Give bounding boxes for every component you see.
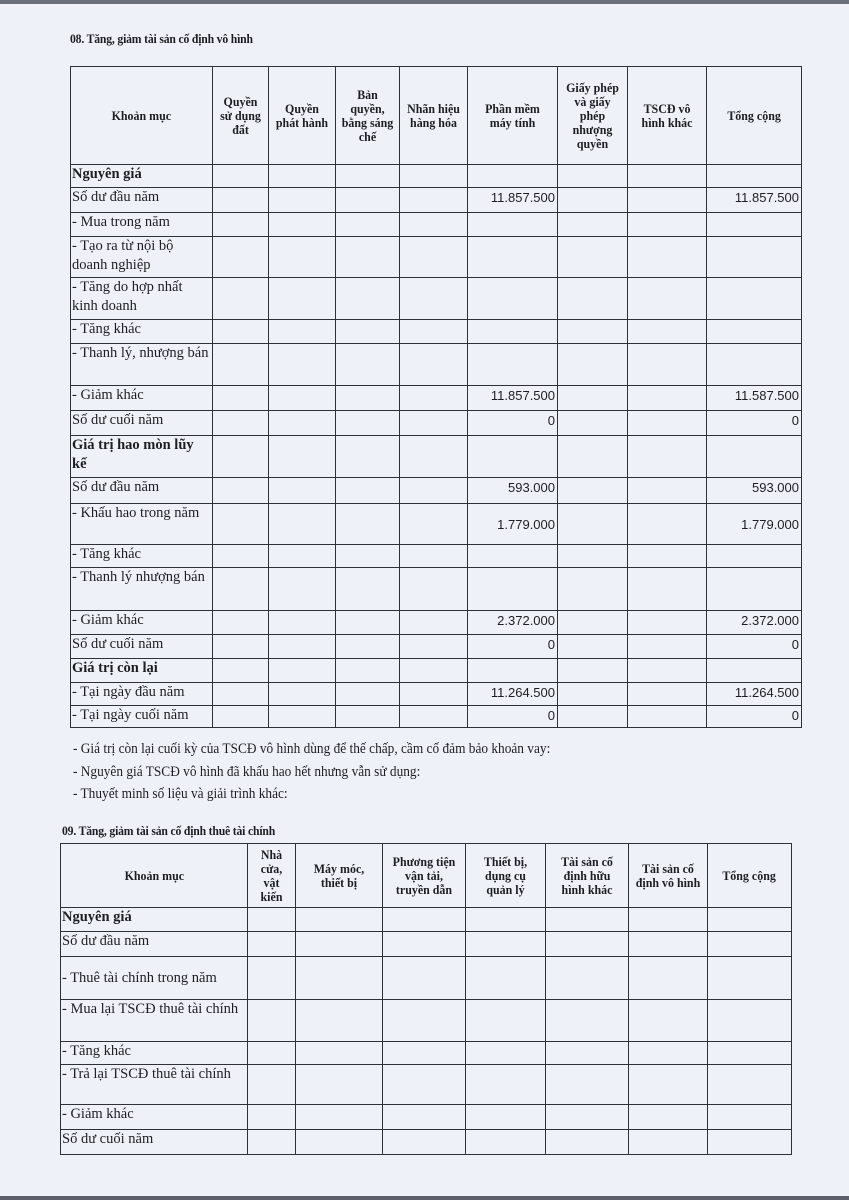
- row-label: - Khấu hao trong năm: [71, 504, 213, 545]
- empty-cell: [400, 386, 468, 411]
- empty-cell: [628, 635, 707, 659]
- cell-total: 0: [707, 411, 802, 436]
- empty-cell: [336, 635, 400, 659]
- empty-cell: [248, 1042, 296, 1065]
- cell-software: [468, 237, 558, 278]
- empty-cell: [296, 1000, 383, 1042]
- empty-cell: [546, 1065, 629, 1105]
- empty-cell: [213, 611, 269, 635]
- empty-cell: [400, 237, 468, 278]
- header-nhan-hieu: Nhãn hiệu hàng hóa: [400, 67, 468, 165]
- row-label: Số dư đầu năm: [71, 188, 213, 213]
- empty-cell: [248, 1105, 296, 1130]
- header-thiet-bi: Thiết bị, dụng cụ quản lý: [466, 844, 546, 908]
- empty-cell: [546, 957, 629, 1000]
- empty-cell: [628, 411, 707, 436]
- empty-cell: [336, 344, 400, 386]
- empty-cell: [248, 957, 296, 1000]
- cell-total: 593.000: [707, 478, 802, 504]
- empty-cell: [708, 1000, 792, 1042]
- empty-cell: [336, 659, 400, 683]
- empty-cell: [628, 504, 707, 545]
- cell-total: 0: [707, 635, 802, 659]
- table-row: [71, 165, 802, 188]
- table-row: [71, 278, 802, 320]
- empty-cell: [466, 1130, 546, 1155]
- empty-cell: [269, 568, 336, 611]
- empty-cell: [336, 478, 400, 504]
- empty-cell: [628, 165, 707, 188]
- empty-cell: [213, 237, 269, 278]
- empty-cell: [558, 706, 628, 728]
- empty-cell: [269, 436, 336, 478]
- row-label: Số dư đầu năm: [71, 478, 213, 504]
- empty-cell: [213, 706, 269, 728]
- empty-cell: [248, 1130, 296, 1155]
- empty-cell: [628, 545, 707, 568]
- empty-cell: [708, 957, 792, 1000]
- empty-cell: [558, 478, 628, 504]
- row-label: - Thuê tài chính trong năm: [61, 957, 248, 1000]
- empty-cell: [400, 320, 468, 344]
- empty-cell: [383, 1130, 466, 1155]
- empty-cell: [213, 386, 269, 411]
- empty-cell: [628, 478, 707, 504]
- row-label: Nguyên giá: [61, 908, 248, 932]
- header-tong-cong: Tổng cộng: [708, 844, 792, 908]
- table-row: [61, 908, 792, 932]
- cell-total: [707, 568, 802, 611]
- cell-total: [707, 213, 802, 237]
- row-label: Số dư cuối năm: [61, 1130, 248, 1155]
- empty-cell: [400, 635, 468, 659]
- empty-cell: [558, 611, 628, 635]
- empty-cell: [558, 320, 628, 344]
- cell-software: 593.000: [468, 478, 558, 504]
- empty-cell: [558, 635, 628, 659]
- table-row: [71, 436, 802, 478]
- empty-cell: [336, 386, 400, 411]
- cell-software: [468, 213, 558, 237]
- empty-cell: [400, 659, 468, 683]
- cell-software: [468, 545, 558, 568]
- row-label: - Trả lại TSCĐ thuê tài chính: [61, 1065, 248, 1105]
- empty-cell: [546, 1000, 629, 1042]
- empty-cell: [400, 504, 468, 545]
- empty-cell: [248, 1000, 296, 1042]
- empty-cell: [628, 320, 707, 344]
- empty-cell: [558, 213, 628, 237]
- empty-cell: [248, 932, 296, 957]
- empty-cell: [546, 1130, 629, 1155]
- cell-software: 11.857.500: [468, 386, 558, 411]
- empty-cell: [629, 1105, 708, 1130]
- cell-software: [468, 659, 558, 683]
- empty-cell: [336, 611, 400, 635]
- row-label: - Thanh lý, nhượng bán: [71, 344, 213, 386]
- empty-cell: [336, 188, 400, 213]
- empty-cell: [629, 1000, 708, 1042]
- empty-cell: [546, 932, 629, 957]
- empty-cell: [628, 683, 707, 706]
- empty-cell: [400, 436, 468, 478]
- empty-cell: [213, 436, 269, 478]
- empty-cell: [336, 706, 400, 728]
- empty-cell: [558, 659, 628, 683]
- empty-cell: [269, 165, 336, 188]
- empty-cell: [400, 706, 468, 728]
- empty-cell: [383, 932, 466, 957]
- header-tscd-khac: TSCĐ vô hình khác: [628, 67, 707, 165]
- empty-cell: [708, 1065, 792, 1105]
- empty-cell: [400, 568, 468, 611]
- empty-cell: [213, 568, 269, 611]
- empty-cell: [269, 635, 336, 659]
- empty-cell: [628, 386, 707, 411]
- empty-cell: [296, 1042, 383, 1065]
- row-label: Số dư cuối năm: [71, 411, 213, 436]
- empty-cell: [558, 386, 628, 411]
- cell-software: [468, 344, 558, 386]
- table-row: [61, 1105, 792, 1130]
- table-row: [71, 478, 802, 504]
- row-label: Số dư cuối năm: [71, 635, 213, 659]
- header-may-moc: Máy móc, thiết bị: [296, 844, 383, 908]
- empty-cell: [213, 213, 269, 237]
- empty-cell: [466, 1000, 546, 1042]
- empty-cell: [708, 1042, 792, 1065]
- empty-cell: [296, 932, 383, 957]
- empty-cell: [708, 908, 792, 932]
- empty-cell: [296, 1105, 383, 1130]
- empty-cell: [629, 1065, 708, 1105]
- empty-cell: [269, 706, 336, 728]
- empty-cell: [400, 411, 468, 436]
- row-label: - Tăng khác: [61, 1042, 248, 1065]
- empty-cell: [336, 545, 400, 568]
- cell-software: 0: [468, 411, 558, 436]
- empty-cell: [558, 237, 628, 278]
- empty-cell: [213, 478, 269, 504]
- empty-cell: [628, 344, 707, 386]
- header-nha-cua: Nhà cửa, vật kiến: [248, 844, 296, 908]
- row-label: - Tăng do hợp nhất kinh doanh: [71, 278, 213, 320]
- empty-cell: [629, 908, 708, 932]
- empty-cell: [558, 504, 628, 545]
- empty-cell: [336, 237, 400, 278]
- empty-cell: [629, 932, 708, 957]
- table-header-row: [71, 67, 802, 165]
- table-row: [61, 1042, 792, 1065]
- header-phuong-tien: Phương tiện vận tải, truyền dẫn: [383, 844, 466, 908]
- header-tscd-vo-hinh: Tài sản cố định vô hình: [629, 844, 708, 908]
- empty-cell: [400, 278, 468, 320]
- empty-cell: [269, 188, 336, 213]
- empty-cell: [336, 683, 400, 706]
- empty-cell: [466, 932, 546, 957]
- empty-cell: [546, 1042, 629, 1065]
- cell-total: 2.372.000: [707, 611, 802, 635]
- empty-cell: [213, 635, 269, 659]
- cell-software: [468, 320, 558, 344]
- cell-software: 1.779.000: [468, 504, 558, 545]
- empty-cell: [558, 436, 628, 478]
- table-row: [71, 706, 802, 728]
- row-label: Nguyên giá: [71, 165, 213, 188]
- note-collateral: - Giá trị còn lại cuối kỳ của TSCĐ vô hình dùng để thế chấp, cầm cố đảm bảo khoản vay:: [73, 741, 551, 757]
- empty-cell: [269, 213, 336, 237]
- empty-cell: [628, 188, 707, 213]
- empty-cell: [628, 568, 707, 611]
- cell-total: [707, 278, 802, 320]
- empty-cell: [213, 504, 269, 545]
- cell-total: [707, 659, 802, 683]
- table-row: [61, 932, 792, 957]
- empty-cell: [269, 478, 336, 504]
- empty-cell: [628, 706, 707, 728]
- empty-cell: [269, 320, 336, 344]
- empty-cell: [269, 611, 336, 635]
- empty-cell: [546, 908, 629, 932]
- empty-cell: [336, 320, 400, 344]
- empty-cell: [213, 165, 269, 188]
- row-label: Giá trị còn lại: [71, 659, 213, 683]
- empty-cell: [269, 386, 336, 411]
- empty-cell: [296, 1130, 383, 1155]
- header-giay-phep: Giấy phép và giấy phép nhượng quyền: [558, 67, 628, 165]
- table-row: [61, 1000, 792, 1042]
- cell-total: 11.264.500: [707, 683, 802, 706]
- cell-total: 11.857.500: [707, 188, 802, 213]
- empty-cell: [213, 683, 269, 706]
- table-row: [61, 1065, 792, 1105]
- table-row: [61, 1130, 792, 1155]
- cell-software: [468, 165, 558, 188]
- empty-cell: [336, 165, 400, 188]
- empty-cell: [466, 908, 546, 932]
- header-phan-mem: Phần mềm máy tính: [468, 67, 558, 165]
- empty-cell: [248, 908, 296, 932]
- row-label: Số dư đầu năm: [61, 932, 248, 957]
- section-09-title: 09. Tăng, giảm tài sản cố định thuê tài chính: [62, 823, 276, 838]
- empty-cell: [336, 436, 400, 478]
- table-row: [71, 504, 802, 545]
- note-fully-depreciated: - Nguyên giá TSCĐ vô hình đã khấu hao hết nhưng vẫn sử dụng:: [73, 764, 421, 780]
- empty-cell: [213, 659, 269, 683]
- table-row: [71, 545, 802, 568]
- empty-cell: [336, 278, 400, 320]
- table-row: [71, 411, 802, 436]
- empty-cell: [383, 1105, 466, 1130]
- empty-cell: [558, 683, 628, 706]
- empty-cell: [248, 1065, 296, 1105]
- empty-cell: [296, 957, 383, 1000]
- table-row: [71, 237, 802, 278]
- empty-cell: [336, 504, 400, 545]
- header-quyen-su-dung-dat: Quyền sử dụng đất: [213, 67, 269, 165]
- empty-cell: [296, 1065, 383, 1105]
- empty-cell: [269, 344, 336, 386]
- cell-total: 0: [707, 706, 802, 728]
- empty-cell: [269, 545, 336, 568]
- empty-cell: [383, 908, 466, 932]
- empty-cell: [383, 1065, 466, 1105]
- empty-cell: [269, 411, 336, 436]
- cell-total: [707, 545, 802, 568]
- empty-cell: [466, 1042, 546, 1065]
- row-label: - Giảm khác: [61, 1105, 248, 1130]
- cell-software: [468, 278, 558, 320]
- empty-cell: [708, 1105, 792, 1130]
- empty-cell: [213, 188, 269, 213]
- cell-total: [707, 165, 802, 188]
- empty-cell: [629, 957, 708, 1000]
- empty-cell: [336, 411, 400, 436]
- table-row: [71, 320, 802, 344]
- empty-cell: [558, 344, 628, 386]
- header-khoan-muc: Khoản mục: [61, 844, 248, 908]
- empty-cell: [269, 659, 336, 683]
- cell-total: [707, 344, 802, 386]
- empty-cell: [466, 1065, 546, 1105]
- row-label: - Mua lại TSCĐ thuê tài chính: [61, 1000, 248, 1042]
- table-header-row: [61, 844, 792, 908]
- empty-cell: [400, 611, 468, 635]
- table-row: [71, 611, 802, 635]
- empty-cell: [400, 188, 468, 213]
- empty-cell: [336, 213, 400, 237]
- empty-cell: [213, 411, 269, 436]
- empty-cell: [628, 278, 707, 320]
- empty-cell: [628, 659, 707, 683]
- header-khoan-muc: Khoản mục: [71, 67, 213, 165]
- empty-cell: [383, 1042, 466, 1065]
- empty-cell: [558, 568, 628, 611]
- cell-software: 0: [468, 635, 558, 659]
- empty-cell: [400, 165, 468, 188]
- row-label: - Tạo ra từ nội bộ doanh nghiệp: [71, 237, 213, 278]
- row-label: - Tại ngày đầu năm: [71, 683, 213, 706]
- row-label: - Tại ngày cuối năm: [71, 706, 213, 728]
- row-label: - Tăng khác: [71, 545, 213, 568]
- section-08-title: 08. Tăng, giảm tài sản cố định vô hình: [70, 31, 253, 46]
- empty-cell: [336, 568, 400, 611]
- table-row: [71, 213, 802, 237]
- row-label: Giá trị hao mòn lũy kế: [71, 436, 213, 478]
- row-label: - Giảm khác: [71, 386, 213, 411]
- table-row: [71, 683, 802, 706]
- scan-bottom-edge: [0, 1196, 849, 1200]
- header-quyen-phat-hanh: Quyền phát hành: [269, 67, 336, 165]
- empty-cell: [558, 165, 628, 188]
- empty-cell: [400, 213, 468, 237]
- empty-cell: [269, 683, 336, 706]
- scan-top-edge: [0, 0, 849, 4]
- empty-cell: [213, 278, 269, 320]
- finance-lease-assets-table: [60, 843, 792, 1155]
- empty-cell: [558, 411, 628, 436]
- table-row: [71, 659, 802, 683]
- empty-cell: [466, 957, 546, 1000]
- empty-cell: [628, 213, 707, 237]
- row-label: - Mua trong năm: [71, 213, 213, 237]
- cell-software: 11.857.500: [468, 188, 558, 213]
- empty-cell: [558, 188, 628, 213]
- empty-cell: [708, 1130, 792, 1155]
- empty-cell: [383, 957, 466, 1000]
- empty-cell: [628, 611, 707, 635]
- header-ban-quyen: Bản quyền, bằng sáng chế: [336, 67, 400, 165]
- cell-total: [707, 436, 802, 478]
- empty-cell: [383, 1000, 466, 1042]
- table-row: [71, 635, 802, 659]
- table-row: [71, 188, 802, 213]
- empty-cell: [628, 237, 707, 278]
- empty-cell: [400, 478, 468, 504]
- empty-cell: [546, 1105, 629, 1130]
- cell-software: 11.264.500: [468, 683, 558, 706]
- note-other-explanations: - Thuyết minh số liệu và giải trình khác:: [73, 786, 288, 802]
- empty-cell: [628, 436, 707, 478]
- empty-cell: [629, 1130, 708, 1155]
- empty-cell: [269, 504, 336, 545]
- empty-cell: [296, 908, 383, 932]
- cell-software: 2.372.000: [468, 611, 558, 635]
- empty-cell: [213, 320, 269, 344]
- header-tscd-huu-hinh-khac: Tài sản cố định hữu hình khác: [546, 844, 629, 908]
- empty-cell: [400, 344, 468, 386]
- empty-cell: [213, 344, 269, 386]
- empty-cell: [400, 545, 468, 568]
- empty-cell: [558, 278, 628, 320]
- empty-cell: [629, 1042, 708, 1065]
- cell-software: 0: [468, 706, 558, 728]
- cell-total: 11.587.500: [707, 386, 802, 411]
- cell-software: [468, 436, 558, 478]
- empty-cell: [466, 1105, 546, 1130]
- empty-cell: [213, 545, 269, 568]
- row-label: - Giảm khác: [71, 611, 213, 635]
- table-row: [71, 386, 802, 411]
- empty-cell: [400, 683, 468, 706]
- empty-cell: [269, 237, 336, 278]
- cell-total: [707, 320, 802, 344]
- header-tong-cong: Tổng cộng: [707, 67, 802, 165]
- empty-cell: [558, 545, 628, 568]
- empty-cell: [708, 932, 792, 957]
- empty-cell: [269, 278, 336, 320]
- row-label: - Thanh lý nhượng bán: [71, 568, 213, 611]
- table-row: [61, 957, 792, 1000]
- cell-software: [468, 568, 558, 611]
- intangible-assets-table: [70, 66, 802, 728]
- cell-total: 1.779.000: [707, 504, 802, 545]
- row-label: - Tăng khác: [71, 320, 213, 344]
- table-row: [71, 568, 802, 611]
- table-row: [71, 344, 802, 386]
- cell-total: [707, 237, 802, 278]
